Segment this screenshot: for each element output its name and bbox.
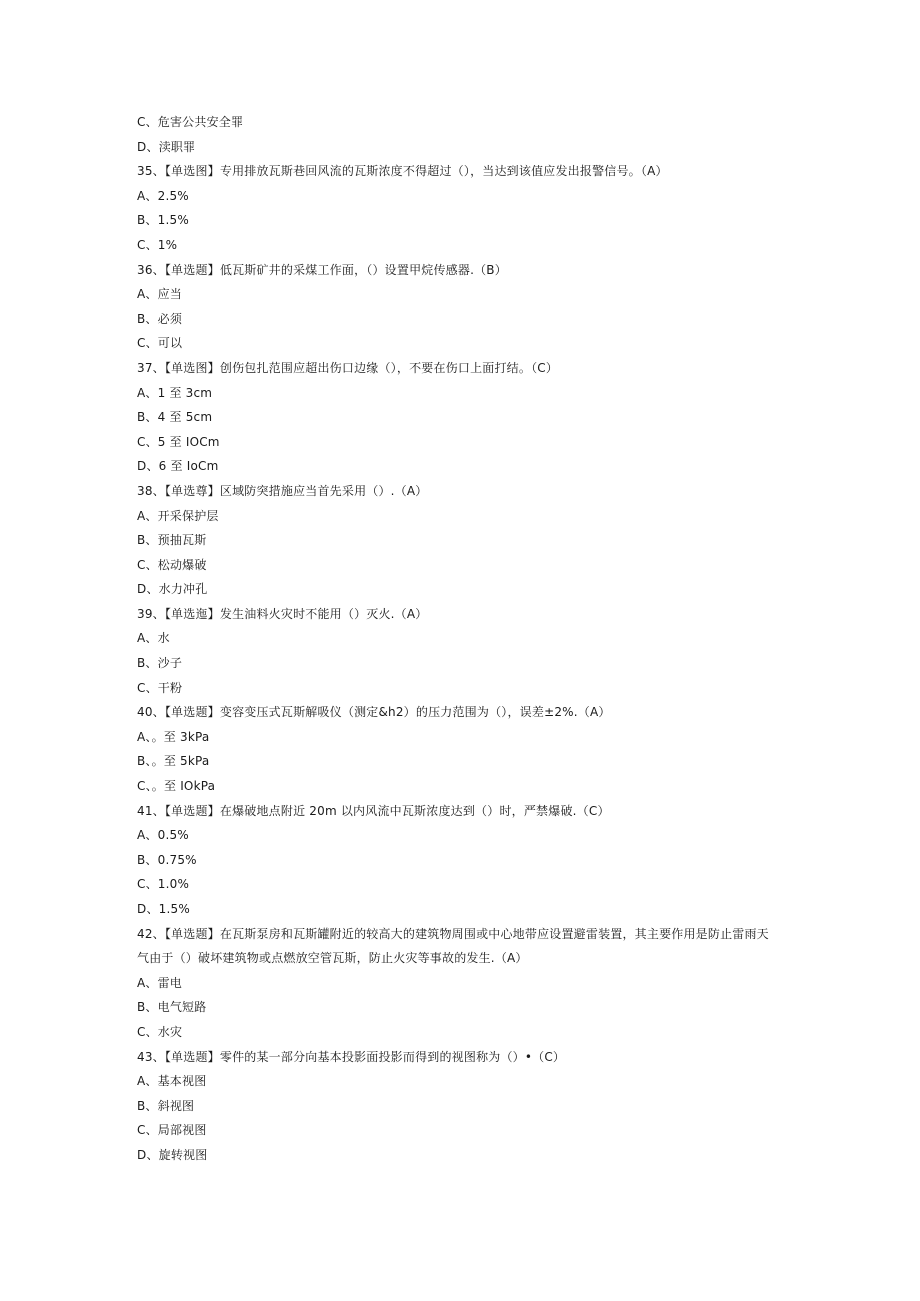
- answer-option: A、水: [137, 631, 170, 646]
- question-text: 37、【单选图】创伤包扎范围应超出伤口边缘（），不要在伤口上面打结。（C）: [137, 360, 559, 375]
- answer-option: B、1.5%: [137, 213, 189, 228]
- question-text: 36、【单选题】低瓦斯矿井的采煤工作面，（）设置甲烷传感器.（B）: [137, 262, 507, 277]
- answer-option: A、2.5%: [137, 188, 189, 203]
- answer-option: D、旋转视图: [137, 1147, 208, 1162]
- answer-option: B、0.75%: [137, 852, 197, 867]
- answer-option: D、1.5%: [137, 902, 190, 916]
- answer-option: B、。至 5kPa: [137, 754, 210, 769]
- answer-option: B、4 至 5cm: [137, 410, 213, 425]
- answer-option: C、1%: [137, 237, 178, 252]
- question-text: 40、【单选题】变容变压式瓦斯解吸仪（测定&h2）的压力范围为（），误差±2%.（A）: [137, 705, 611, 720]
- answer-option: A、雷电: [137, 975, 183, 990]
- answer-option: B、必须: [137, 311, 183, 326]
- answer-option: A、0.5%: [137, 828, 189, 843]
- answer-option: C、松动爆破: [137, 557, 207, 572]
- question-text: 42、【单选题】在瓦斯泵房和瓦斯罐附近的较高大的建筑物周围或中心地带应设置避雷装置，其主要作用是防止雷雨天: [137, 926, 769, 941]
- answer-option: B、沙子: [137, 656, 183, 671]
- answer-option: B、预抽瓦斯: [137, 533, 207, 548]
- question-list: [137, 110, 797, 1168]
- answer-option: D、渎职罪: [137, 139, 196, 154]
- answer-option: A、。至 3kPa: [137, 729, 210, 744]
- question-text: 气由于（）破坏建筑物或点燃放空管瓦斯，防止火灾等事故的发生.（A）: [137, 951, 528, 966]
- answer-option: B、电气短路: [137, 1000, 207, 1015]
- answer-option: C、5 至 IOCm: [137, 434, 220, 449]
- answer-option: C、可以: [137, 336, 183, 351]
- answer-option: A、基本视图: [137, 1074, 207, 1089]
- answer-option: C、。至 IOkPa: [137, 779, 216, 794]
- answer-option: B、斜视图: [137, 1098, 195, 1113]
- question-text: 43、【单选题】零件的某一部分向基本投影面投影而得到的视图称为（）•（C）: [137, 1049, 566, 1064]
- question-text: 41、【单选题】在爆破地点附近 20m 以内风流中瓦斯浓度达到（）时，严禁爆破.（C）: [137, 803, 610, 818]
- answer-option: C、干粉: [137, 680, 183, 695]
- answer-option: A、开采保护层: [137, 508, 219, 523]
- answer-option: A、1 至 3cm: [137, 385, 213, 400]
- answer-option: C、局部视图: [137, 1123, 207, 1138]
- question-text: 39、【单选迤】发生油料火灾时不能用（）灭火.（A）: [137, 606, 428, 621]
- question-text: 38、【单选尊】区域防突措施应当首先采用（）.（A）: [137, 483, 428, 498]
- answer-option: C、1.0%: [137, 877, 190, 892]
- answer-option: D、水力冲孔: [137, 582, 208, 597]
- answer-option: C、危害公共安全罪: [137, 115, 244, 129]
- answer-option: C、水灾: [137, 1024, 183, 1039]
- answer-option: A、应当: [137, 287, 183, 302]
- question-text: 35、【单选图】专用排放瓦斯巷回风流的瓦斯浓度不得超过（），当达到该值应发出报警信号。（A）: [137, 164, 668, 179]
- answer-option: D、6 至 IoCm: [137, 459, 219, 474]
